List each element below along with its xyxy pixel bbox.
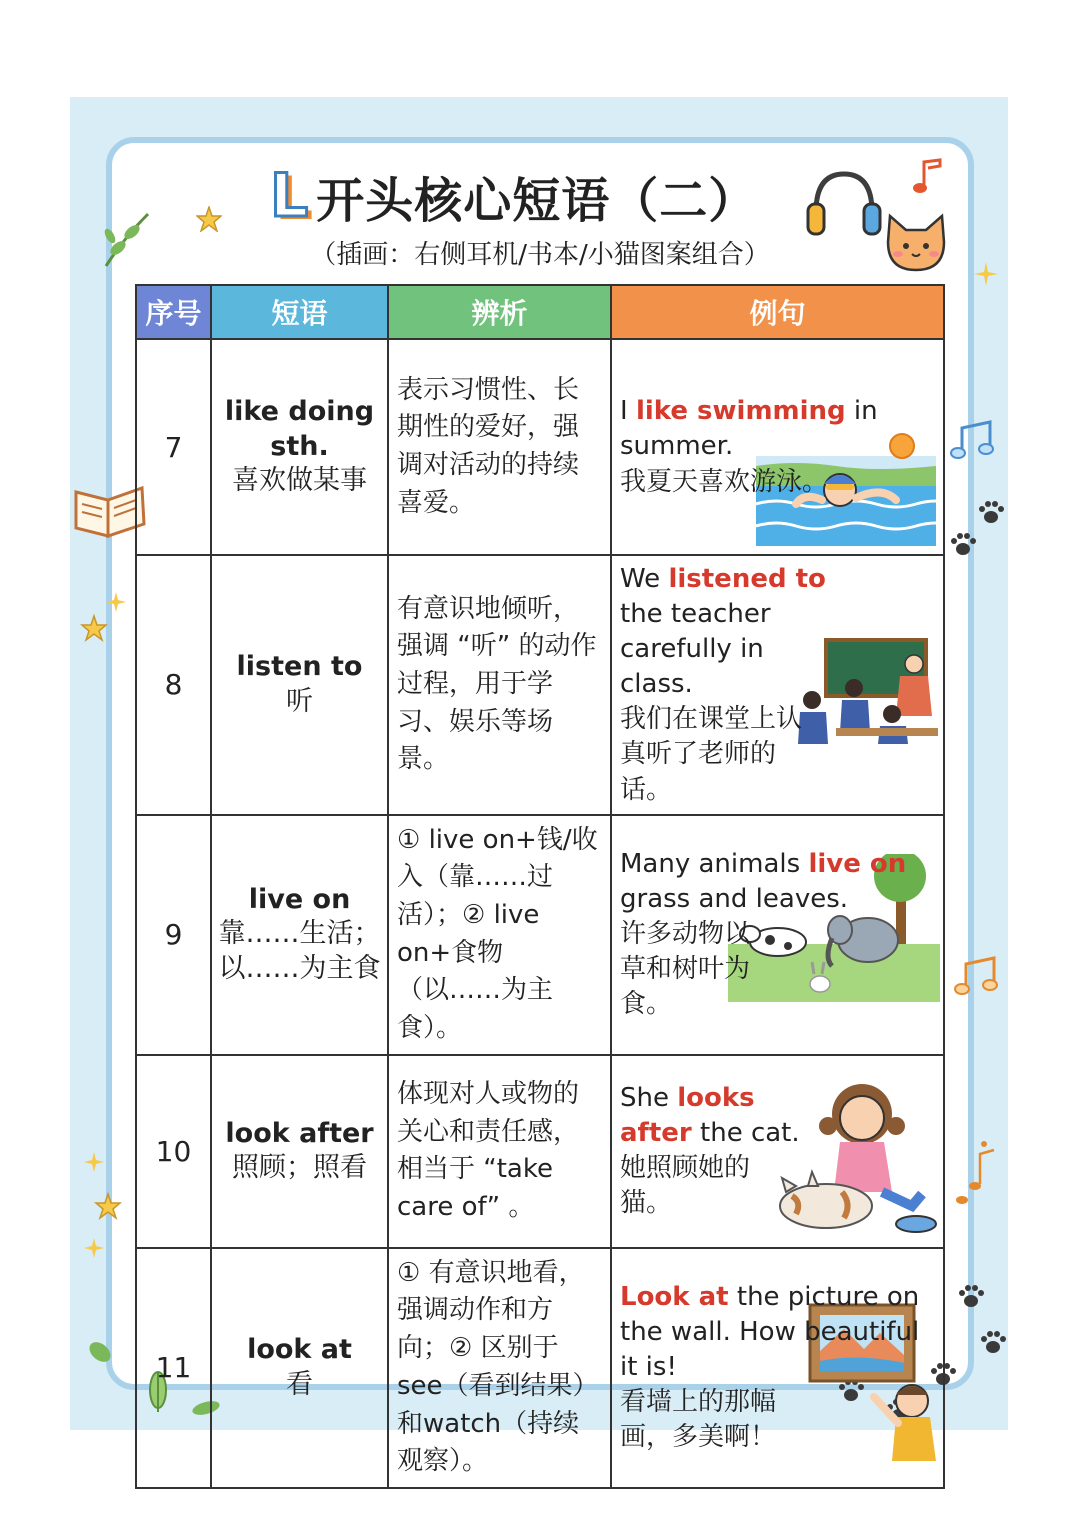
music-note-icon [950,420,996,462]
highlighted-phrase: live on [808,848,907,879]
highlighted-phrase: like swimming [635,396,846,427]
phrase-cell [211,1248,388,1488]
analysis-cell: 体现对人或物的关心和责任感，相当于 “take care of” 。 [388,1055,611,1248]
example-translation: 她照顾她的猫。 [620,1153,751,1219]
header-analysis: 辨析 [388,285,611,339]
phrase-cell [211,555,388,815]
example-cell [611,339,944,555]
paw-print-icon [978,500,1004,524]
title-text: 开头核心短语（二） [316,172,758,229]
phrase-en: look at [247,1334,352,1366]
example-cell [611,1248,944,1488]
phrase-cn: 喜欢做某事 [232,465,367,497]
headphones-icon [804,166,884,238]
phrase-cn: 听 [286,685,313,717]
table-row [136,1055,944,1248]
example-cell [611,815,944,1055]
phrase-cn: 靠……生活；以……为主食 [218,918,381,984]
example-sentence: Look at the picture on the wall. How beautiful it is! [620,1282,920,1383]
music-note-icon [954,1140,998,1210]
row-number: 10 [136,1055,211,1248]
paw-print-icon [980,1330,1006,1354]
phrase-table [135,284,945,1489]
table-row [136,815,944,1055]
star-icon [82,1150,126,1270]
highlighted-phrase: looks after [620,1083,755,1149]
example-translation: 看墙上的那幅画，多美啊！ [620,1387,777,1453]
analysis-cell: 表示习惯性、长期性的爱好，强调对活动的持续喜爱。 [388,339,611,555]
title-letter: L [270,161,303,231]
sparkle-icon [974,262,998,286]
highlighted-phrase: listened to [668,564,826,594]
page-title [270,160,810,232]
example-translation: 我们在课堂上认真听了老师的话。 [620,704,803,805]
header-phrase: 短语 [211,285,388,339]
star-icon [80,592,126,648]
example-cell [611,1055,944,1248]
analysis-cell: ① live on+钱/收入（靠……过活）；② live on+食物（以……为主食）。 [388,815,611,1055]
example-sentence: Many animals live on grass and leaves. [620,848,907,915]
example-translation: 我夏天喜欢游泳。 [620,466,829,497]
phrase-en: listen to [236,651,363,683]
row-number: 9 [136,815,211,1055]
analysis-cell: 有意识地倾听，强调 “听” 的动作过程，用于学习、娱乐等场景。 [388,555,611,815]
leaf-icon [98,208,154,270]
header-no: 序号 [136,285,211,339]
phrase-en: live on [248,883,351,915]
phrase-cn: 看 [286,1368,313,1400]
page-subtitle: （插画：右侧耳机/书本/小猫图案组合） [310,240,770,270]
music-note-icon [954,956,1000,998]
paw-print-icon [958,1284,984,1308]
row-number: 8 [136,555,211,815]
example-sentence: I like swimming in summer. [620,396,878,462]
header-example: 例句 [611,285,944,339]
phrase-en: like doing sth. [224,396,375,462]
phrase-cell [211,339,388,555]
table-header-row [136,285,944,339]
star-icon [196,206,222,232]
analysis-cell: ① 有意识地看，强调动作和方向；② 区别于see（看到结果）和watch（持续观察）。 [388,1248,611,1488]
table-row [136,339,944,555]
example-sentence: She looks after the cat. [620,1083,800,1149]
phrase-cell [211,815,388,1055]
cat-icon [880,212,952,276]
music-note-icon [910,158,944,196]
example-sentence: We listened to the teacher carefully in class. [620,564,826,700]
phrase-en: look after [225,1117,374,1149]
example-translation: 许多动物以草和树叶为食。 [620,919,751,1020]
example-cell [611,555,944,815]
row-number: 11 [136,1248,211,1488]
row-number: 7 [136,339,211,555]
phrase-cn: 照顾；照看 [232,1152,367,1184]
table-row [136,1248,944,1488]
phrase-cell [211,1055,388,1248]
paw-print-icon [950,532,976,556]
highlighted-phrase: Look at [620,1282,729,1313]
table-row [136,555,944,815]
